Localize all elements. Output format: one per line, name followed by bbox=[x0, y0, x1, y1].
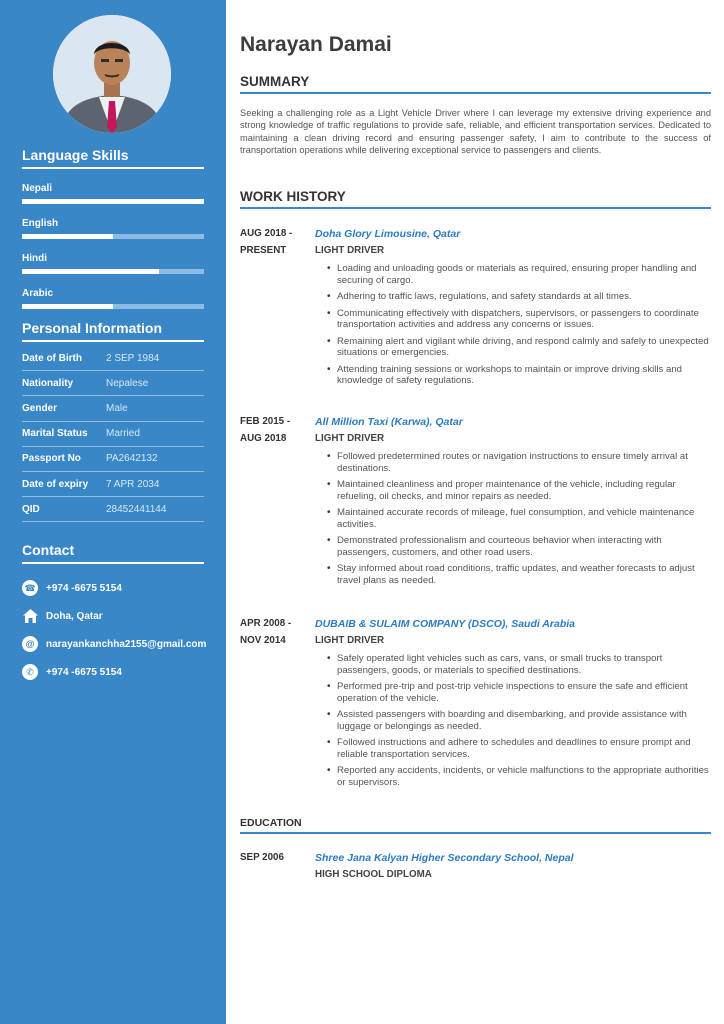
company-name: DUBAIB & SULAIM COMPANY (DSCO), Saudi Arabia bbox=[315, 618, 575, 630]
info-row-date-of-expiry bbox=[22, 472, 204, 497]
info-row-gender bbox=[22, 396, 204, 421]
info-value: Nepalese bbox=[106, 377, 149, 389]
language-level-bar bbox=[22, 304, 204, 309]
summary-heading: SUMMARY bbox=[240, 74, 711, 94]
language-level-bar bbox=[22, 234, 204, 239]
info-label: Nationality bbox=[22, 377, 74, 389]
info-label: Marital Status bbox=[22, 428, 88, 440]
language-level-bar bbox=[22, 199, 204, 204]
language-level-fill bbox=[22, 304, 113, 309]
info-label: Gender bbox=[22, 402, 58, 414]
contact-email bbox=[22, 630, 222, 658]
job-bullet: • Communicating effectively with dispatchers, supervisors, or passengers to coordinate transportation activities and address any concerns or issues. bbox=[315, 308, 711, 331]
contact-section bbox=[22, 542, 222, 686]
language-item bbox=[22, 288, 204, 309]
company-name: All Million Taxi (Karwa), Qatar bbox=[315, 416, 463, 428]
summary-text: Seeking a challenging role as a Light Vehicle Driver where I can leverage my extensive driving experience and strong knowledge of traffic regulations to provide safe, reliable, and efficient transportation services. Dedicated to maintaining a clean driving record and ensuring passenger safety, I aim to contribute to the success of transportation operations while delivering exceptional service to passengers and clients. bbox=[240, 108, 711, 155]
job-bullet: • Followed instructions and adhere to schedules and deadlines to ensure prompt and reliable transportation services. bbox=[315, 737, 711, 760]
profile-photo bbox=[53, 15, 171, 133]
info-row-qid bbox=[22, 497, 204, 522]
job-bullet: • Maintained cleanliness and proper maintenance of the vehicle, including regular refueling, oil checks, and minor repairs as needed. bbox=[315, 479, 711, 502]
language-level-fill bbox=[22, 269, 159, 274]
email-icon: @ bbox=[22, 636, 38, 652]
info-row-passport-no bbox=[22, 447, 204, 472]
language-name: Hindi bbox=[22, 253, 47, 264]
job-bullet: • Stay informed about road conditions, traffic updates, and weather forecasts to adjust travel plans as needed. bbox=[315, 563, 711, 586]
contact-whatsapp bbox=[22, 658, 222, 686]
job-date-end: AUG 2018 bbox=[240, 432, 287, 444]
job-bullet: • Reported any accidents, incidents, or vehicle malfunctions to the appropriate authorities or supervisors. bbox=[315, 765, 711, 788]
contact-heading: Contact bbox=[22, 542, 204, 564]
contact-phone bbox=[22, 574, 222, 602]
job-bullet: • Safely operated light vehicles such as cars, vans, or small trucks to transport passengers, goods, or materials to specified destinations. bbox=[315, 653, 711, 676]
job-body bbox=[315, 226, 711, 392]
personal-info-section bbox=[22, 320, 204, 522]
job-body bbox=[315, 414, 711, 591]
language-item bbox=[22, 218, 204, 239]
phone-icon: ☎ bbox=[22, 580, 38, 596]
company-name: Doha Glory Limousine, Qatar bbox=[315, 228, 461, 240]
job-bullet: • Maintained accurate records of mileage, fuel consumption, and vehicle maintenance activities. bbox=[315, 507, 711, 530]
contact-value[interactable]: +974 -6675 5154 bbox=[46, 582, 122, 594]
job-role: LIGHT DRIVER bbox=[315, 635, 385, 646]
job-bullets bbox=[315, 653, 711, 788]
job-bullets bbox=[315, 451, 711, 586]
education-heading: EDUCATION bbox=[240, 817, 711, 834]
language-level-fill bbox=[22, 234, 113, 239]
info-value: 7 APR 2034 bbox=[106, 478, 160, 490]
info-value: 2 SEP 1984 bbox=[106, 352, 160, 364]
sidebar bbox=[0, 0, 226, 1024]
language-level-bar bbox=[22, 269, 204, 274]
info-value: PA2642132 bbox=[106, 453, 158, 465]
job-bullet: • Attending training sessions or workshops to maintain or improve driving skills and knowledge of safety regulations. bbox=[315, 364, 711, 387]
job-date-end: NOV 2014 bbox=[240, 634, 286, 646]
language-skills-heading: Language Skills bbox=[22, 147, 204, 169]
info-row-date-of-birth bbox=[22, 346, 204, 371]
education-date: SEP 2006 bbox=[240, 852, 284, 863]
whatsapp-icon: ✆ bbox=[22, 664, 38, 680]
info-row-marital-status bbox=[22, 422, 204, 447]
job-role: LIGHT DRIVER bbox=[315, 245, 385, 256]
job-bullets bbox=[315, 263, 711, 387]
job-dates bbox=[240, 414, 310, 447]
job-date-start: AUG 2018 - bbox=[240, 228, 293, 239]
job-role: LIGHT DRIVER bbox=[315, 433, 385, 444]
job-body bbox=[315, 616, 711, 793]
job-bullet: • Remaining alert and vigilant while driving, and respond calmly and safely to unexpected situations or emergencies. bbox=[315, 336, 711, 359]
education-body bbox=[315, 850, 711, 883]
language-name: English bbox=[22, 218, 59, 229]
info-label: Date of Birth bbox=[22, 352, 82, 364]
language-name: Arabic bbox=[22, 288, 54, 299]
job-bullet: • Adhering to traffic laws, regulations, and safety standards at all times. bbox=[315, 291, 711, 303]
contact-value[interactable]: narayankanchha2155@gmail.com bbox=[46, 638, 207, 650]
language-name: Nepali bbox=[22, 183, 53, 194]
contact-address bbox=[22, 602, 222, 630]
school-name: Shree Jana Kalyan Higher Secondary School, Nepal bbox=[315, 852, 574, 864]
job-bullet: • Followed predetermined routes or navigation instructions to ensure timely arrival at destinations. bbox=[315, 451, 711, 474]
language-item bbox=[22, 253, 204, 274]
personal-info-heading: Personal Information bbox=[22, 320, 204, 342]
contact-value[interactable]: +974 -6675 5154 bbox=[46, 666, 122, 678]
job-date-start: APR 2008 - bbox=[240, 618, 292, 629]
info-value: Married bbox=[106, 428, 140, 440]
info-value: 28452441144 bbox=[106, 503, 167, 515]
job-bullet: • Assisted passengers with boarding and disembarking, and provide assistance with luggage or belongings as needed. bbox=[315, 709, 711, 732]
job-bullet: • Loading and unloading goods or materials as required, ensuring proper handling and securing of cargo. bbox=[315, 263, 711, 286]
language-level-fill bbox=[22, 199, 204, 204]
candidate-name: Narayan Damai bbox=[240, 33, 392, 56]
language-skills-section bbox=[22, 147, 204, 309]
job-date-start: FEB 2015 - bbox=[240, 416, 291, 427]
job-dates bbox=[240, 226, 310, 259]
work-history-heading: WORK HISTORY bbox=[240, 189, 711, 209]
language-item bbox=[22, 183, 204, 204]
home-icon bbox=[22, 608, 38, 624]
info-label: Date of expiry bbox=[22, 478, 89, 490]
degree-name: HIGH SCHOOL DIPLOMA bbox=[315, 869, 432, 880]
info-label: Passport No bbox=[22, 453, 81, 465]
job-date-end: PRESENT bbox=[240, 244, 287, 256]
job-dates bbox=[240, 616, 310, 649]
job-bullet: • Performed pre-trip and post-trip vehicle inspections to ensure the safe and efficient operation of the vehicle. bbox=[315, 681, 711, 704]
job-bullet: • Demonstrated professionalism and courteous behavior when interacting with passengers, customers, and other road users. bbox=[315, 535, 711, 558]
info-row-nationality bbox=[22, 371, 204, 396]
contact-value: Doha, Qatar bbox=[46, 610, 103, 622]
info-value: Male bbox=[106, 402, 128, 414]
info-label: QID bbox=[22, 503, 40, 515]
